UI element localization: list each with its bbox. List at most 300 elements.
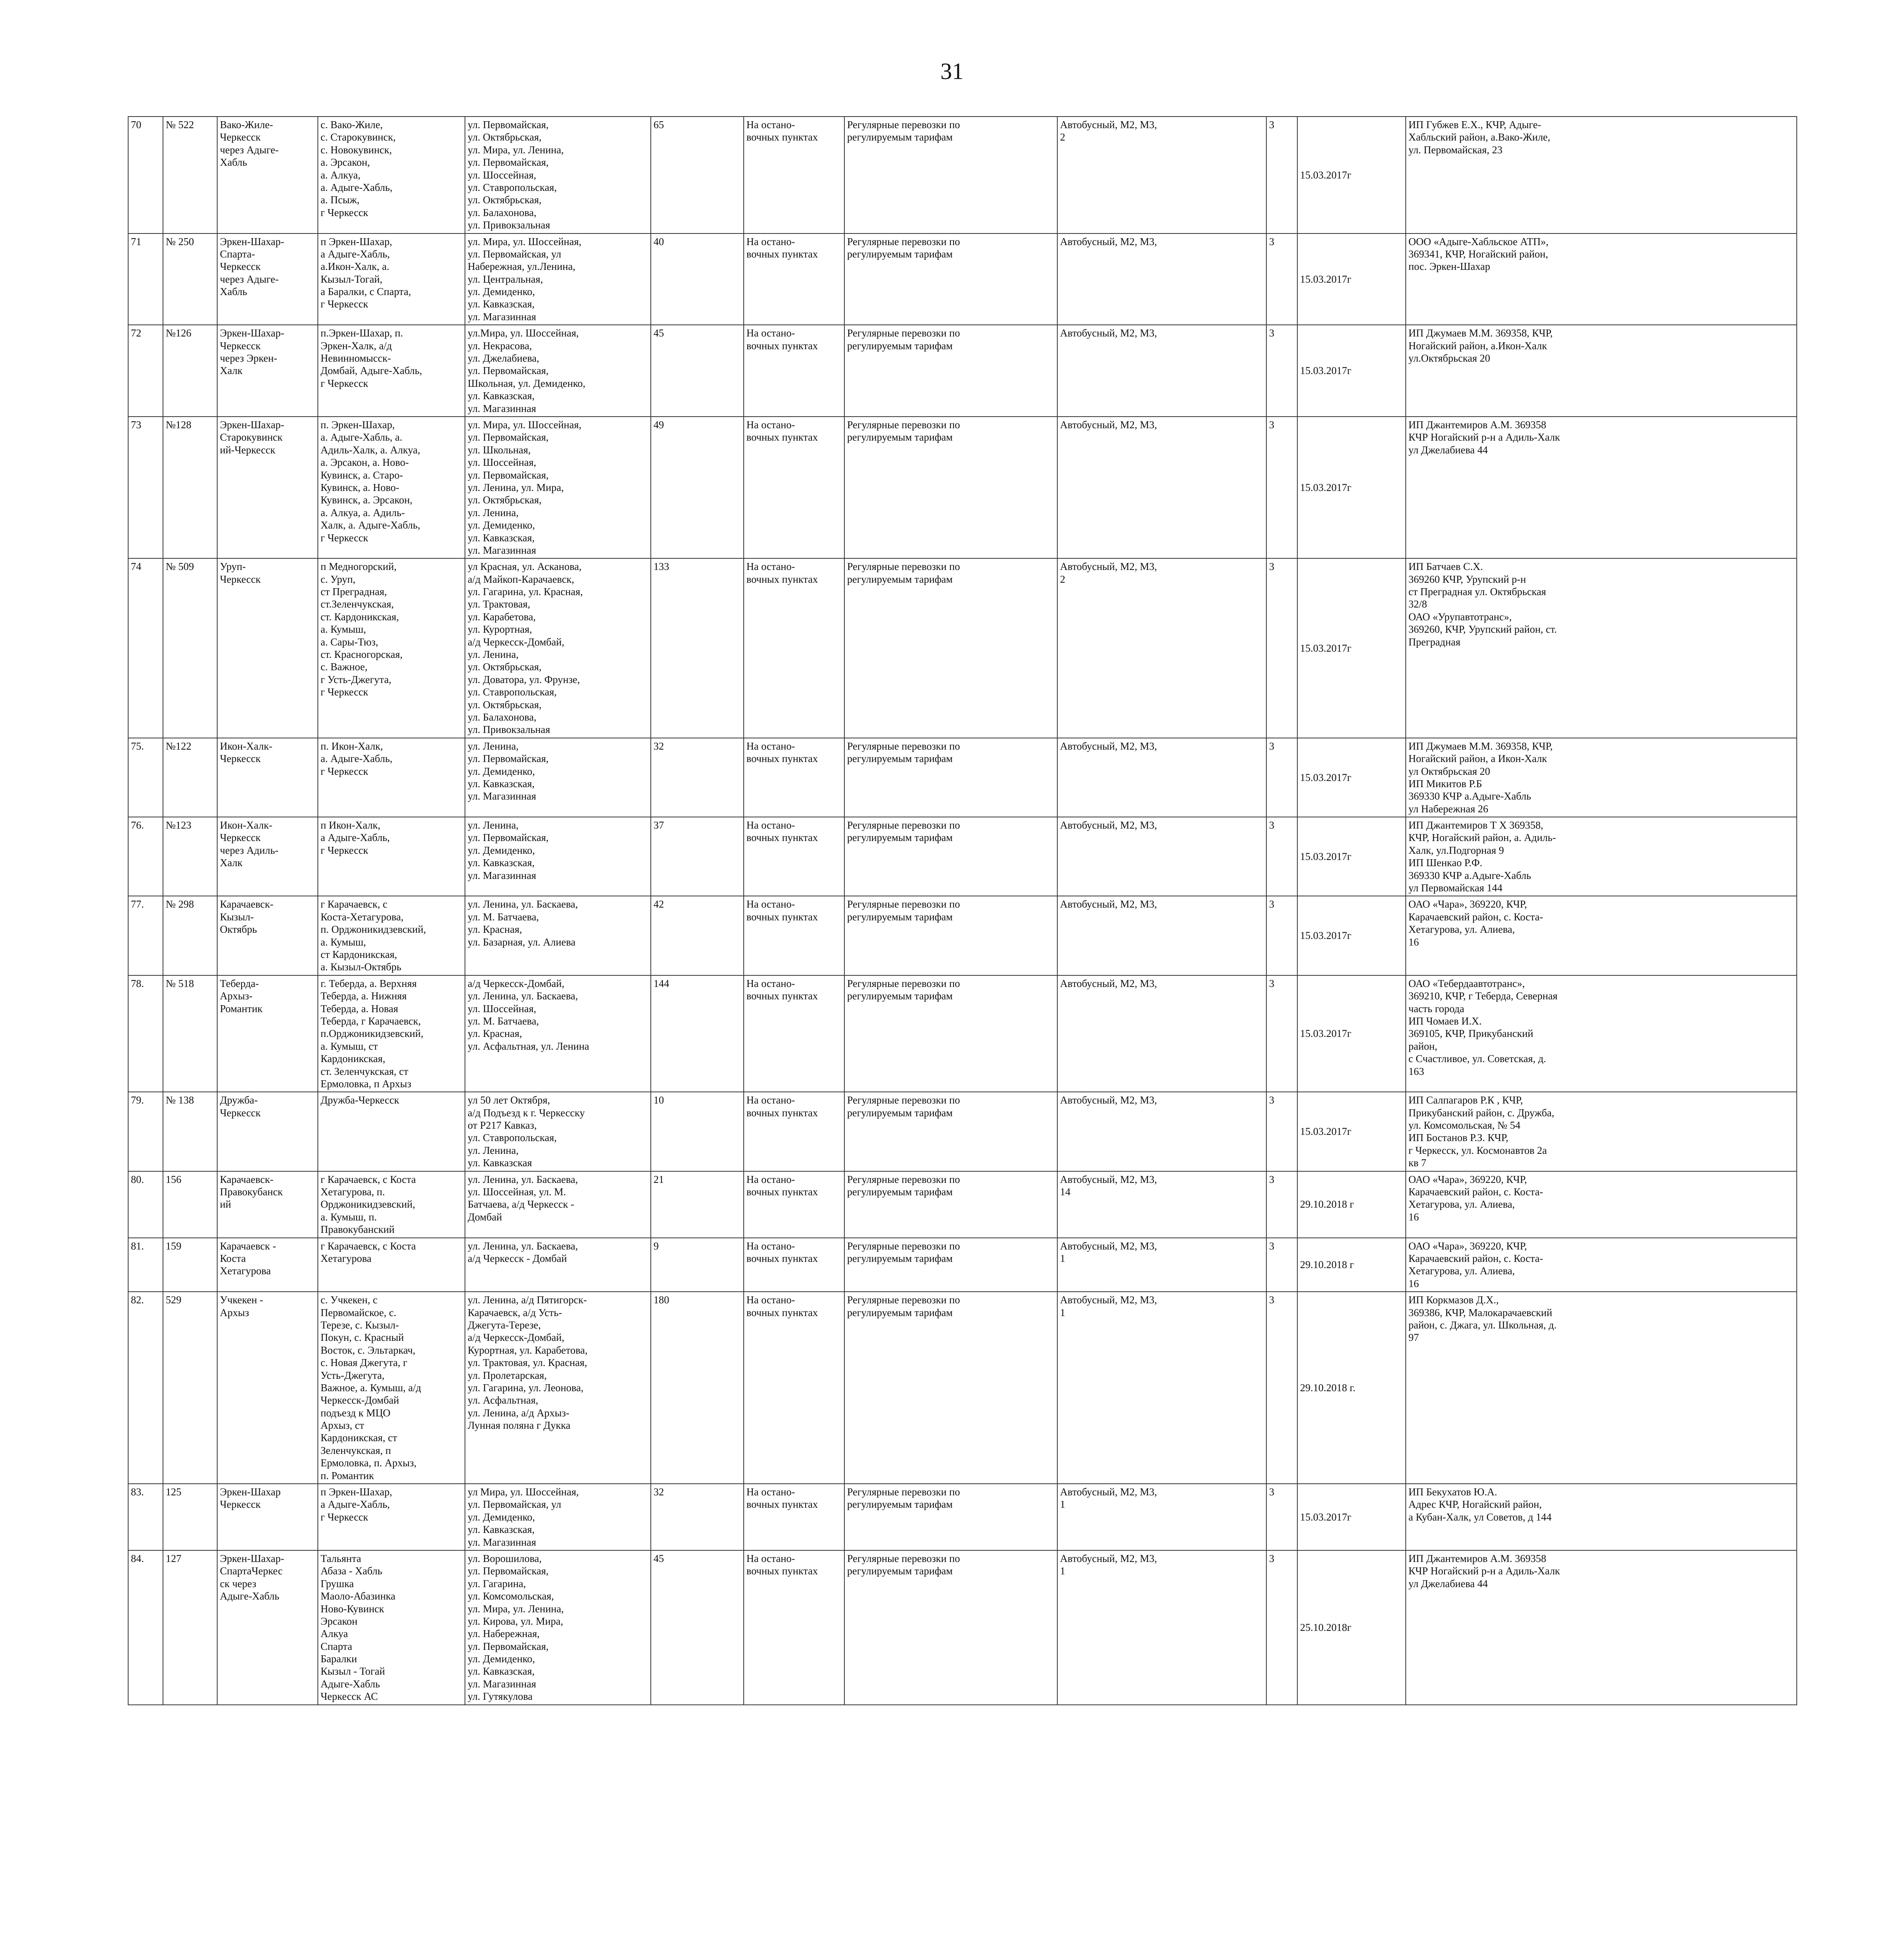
cell-line: часть города — [1408, 1002, 1465, 1014]
cell-line: ИП Шенкао Р.Ф. — [1408, 857, 1482, 869]
cell-line: Первомайское, с. — [321, 1306, 396, 1318]
cell-line: г Черкесск — [321, 377, 369, 389]
cell-line: ул. Демиденко, — [468, 1653, 535, 1665]
vehicle-count-cell: 3 — [1266, 1092, 1297, 1171]
cell-line: регулируемым тарифам — [847, 1565, 953, 1577]
cell-line: регулируемым тарифам — [847, 431, 953, 443]
cell-line: Правокубанск — [220, 1186, 283, 1198]
cell-line: Дружба- — [220, 1094, 258, 1106]
cell-line: На остано- — [746, 327, 795, 339]
cell-line: ул. Мира, ул. Шоссейная, — [468, 419, 581, 431]
cell-line: а. Кумыш, ст — [321, 1040, 378, 1052]
row-number-cell: 83. — [128, 1484, 163, 1550]
transport-type-cell — [844, 1238, 1057, 1292]
route-length-cell: 65 — [651, 117, 744, 233]
cell-line: через Адыге- — [220, 144, 279, 156]
cell-line: Невинномысск- — [321, 352, 391, 364]
carrier-cell — [1406, 117, 1797, 233]
stop-order-cell — [744, 738, 844, 817]
route-points-cell — [318, 896, 465, 975]
stop-order-cell — [744, 117, 844, 233]
route-streets-cell — [465, 975, 651, 1092]
vehicle-type-cell — [1057, 325, 1266, 417]
cell-line: Черкесск-Домбай — [321, 1394, 399, 1406]
route-code-cell: 156 — [163, 1171, 217, 1238]
cell-line: вочных пунктах — [746, 1498, 818, 1510]
cell-line: район, — [1408, 1040, 1437, 1052]
vehicle-type-cell — [1057, 975, 1266, 1092]
route-length-cell: 133 — [651, 558, 744, 738]
route-code-cell: № 138 — [163, 1092, 217, 1171]
carrier-cell — [1406, 817, 1797, 896]
cell-line: Хабль — [220, 156, 247, 168]
route-streets-cell — [465, 1550, 651, 1705]
cell-line: Автобусный, М2, М3, — [1060, 1240, 1157, 1252]
cell-line: вочных пунктах — [746, 1252, 818, 1264]
cell-line: Черкесск — [220, 1107, 261, 1119]
cell-line: ул. Кавказская, — [468, 777, 535, 790]
route-streets-cell — [465, 817, 651, 896]
cell-line: Архыз — [220, 1306, 249, 1318]
cell-line: 16 — [1408, 936, 1419, 948]
cell-line: Регулярные перевозки по — [847, 1294, 960, 1306]
row-number-cell: 80. — [128, 1171, 163, 1238]
cell-line: вочных пунктах — [746, 1186, 818, 1198]
cell-line: Автобусный, М2, М3, — [1060, 235, 1157, 247]
cell-line: ул. Ставропольская, — [468, 181, 557, 193]
cell-line: ул. Первомайская, — [468, 156, 549, 168]
transport-type-cell — [844, 1092, 1057, 1171]
route-points-cell — [318, 117, 465, 233]
cell-line: 369105, КЧР, Прикубанский — [1408, 1028, 1533, 1040]
route-points-cell — [318, 233, 465, 325]
cell-line: ст. Зеленчукская, ст — [321, 1065, 408, 1077]
cell-line: регулируемым тарифам — [847, 911, 953, 923]
start-date-cell: 25.10.2018г — [1297, 1550, 1406, 1705]
row-number-cell: 74 — [128, 558, 163, 738]
row-number-cell: 82. — [128, 1292, 163, 1484]
start-date-cell: 15.03.2017г — [1297, 417, 1406, 558]
cell-line: г. Теберда, а. Верхняя — [321, 977, 417, 989]
cell-line: ул Октябрьская 20 — [1408, 765, 1491, 777]
route-length-cell: 40 — [651, 233, 744, 325]
transport-type-cell — [844, 896, 1057, 975]
cell-line: ул. Магазинная — [468, 790, 536, 802]
cell-line: регулируемым тарифам — [847, 248, 953, 260]
vehicle-type-cell — [1057, 1292, 1266, 1484]
cell-line: вочных пунктах — [746, 431, 818, 443]
cell-line: Хетагурова, ул. Алиева, — [1408, 1198, 1515, 1210]
cell-line: 369386, КЧР, Малокарачаевский — [1408, 1306, 1552, 1318]
cell-line: На остано- — [746, 1240, 795, 1252]
cell-line: На остано- — [746, 1552, 795, 1564]
vehicle-type-cell — [1057, 1550, 1266, 1705]
cell-line: Эркен-Шахар — [220, 1486, 281, 1498]
cell-line: КЧР Ногайский р-н а Адиль-Халк — [1408, 1565, 1560, 1577]
table-row — [128, 1484, 1797, 1550]
start-date-cell: 29.10.2018 г — [1297, 1171, 1406, 1238]
cell-line: с. Новокувинск, — [321, 144, 392, 156]
vehicle-type-cell — [1057, 1171, 1266, 1238]
cell-line: 16 — [1408, 1211, 1419, 1223]
cell-line: Регулярные перевозки по — [847, 1173, 960, 1185]
cell-line: ул Набережная 26 — [1408, 803, 1489, 815]
cell-line: ул. Кавказская, — [468, 857, 535, 869]
cell-line: Грушка — [321, 1577, 354, 1589]
cell-line: ул. Карабетова, — [468, 611, 536, 623]
cell-line: Романтик — [220, 1002, 263, 1014]
cell-line: г Черкесск — [321, 686, 369, 698]
cell-line: г Черкесск — [321, 532, 369, 544]
cell-line: Автобусный, М2, М3, — [1060, 419, 1157, 431]
cell-line: Маоло-Абазинка — [321, 1590, 396, 1602]
cell-line: Домбай, Адыге-Хабль, — [321, 365, 422, 377]
page-number: 31 — [940, 58, 964, 84]
carrier-cell — [1406, 1238, 1797, 1292]
vehicle-type-cell — [1057, 1484, 1266, 1550]
row-number-cell: 84. — [128, 1550, 163, 1705]
vehicle-type-cell — [1057, 896, 1266, 975]
cell-line: Черкесск — [220, 131, 261, 143]
route-points-cell — [318, 1484, 465, 1550]
stop-order-cell — [744, 1484, 844, 1550]
cell-line: п.Эркен-Шахар, п. — [321, 327, 403, 339]
cell-line: Регулярные перевозки по — [847, 235, 960, 247]
vehicle-type-cell — [1057, 233, 1266, 325]
cell-line: ул. Магазинная — [468, 1678, 536, 1690]
cell-line: ул. Шоссейная, — [468, 169, 537, 181]
stop-order-cell — [744, 1550, 844, 1705]
cell-line: от Р217 Кавказ, — [468, 1119, 537, 1131]
stop-order-cell — [744, 1292, 844, 1484]
cell-line: п Эркен-Шахар, — [321, 235, 392, 247]
cell-line: ИП Бекухатов Ю.А. — [1408, 1486, 1497, 1498]
cell-line: ул. Кавказская, — [468, 1524, 535, 1536]
cell-line: Батчаева, а/д Черкесск - — [468, 1198, 574, 1210]
cell-line: ул. Магазинная — [468, 1536, 536, 1548]
cell-line: Теберда, г Карачаевск, — [321, 1015, 421, 1027]
cell-line: ИП Джумаев М.М. 369358, КЧР, — [1408, 740, 1553, 752]
cell-line: ск через — [220, 1577, 256, 1589]
transport-type-cell — [844, 558, 1057, 738]
stop-order-cell — [744, 1238, 844, 1292]
cell-line: Халк, ул.Подгорная 9 — [1408, 844, 1504, 856]
cell-line: ул. Ворошилова, — [468, 1552, 542, 1564]
cell-line: Хетагурова, п. — [321, 1186, 385, 1198]
cell-line: На остано- — [746, 1294, 795, 1306]
cell-line: ул. Ленина, — [468, 1144, 519, 1156]
cell-line: Восток, с. Эльтаркач, — [321, 1344, 415, 1356]
route-points-cell — [318, 1550, 465, 1705]
cell-line: Адрес КЧР, Ногайский район, — [1408, 1498, 1542, 1510]
cell-line: Кызыл- — [220, 911, 254, 923]
cell-line: ул. Кавказская, — [468, 532, 535, 544]
route-name-cell — [217, 817, 318, 896]
cell-line: ул. Школьная, — [468, 444, 531, 456]
cell-line: ул. Первомайская, — [468, 469, 549, 481]
cell-line: Адыге-Хабль — [321, 1678, 380, 1690]
route-points-cell — [318, 325, 465, 417]
cell-line: Хетагурова, ул. Алиева, — [1408, 923, 1515, 935]
cell-line: ул. Октябрьская, — [468, 494, 542, 506]
cell-line: через Эркен- — [220, 352, 277, 364]
cell-line: Автобусный, М2, М3, — [1060, 561, 1157, 573]
cell-line: через Адыге- — [220, 273, 279, 285]
cell-line: На остано- — [746, 1173, 795, 1185]
route-name-cell — [217, 1171, 318, 1238]
cell-line: ул. Первомайская, — [468, 753, 549, 765]
cell-line: ул. Привокзальная — [468, 724, 551, 736]
route-length-cell: 21 — [651, 1171, 744, 1238]
route-length-cell: 10 — [651, 1092, 744, 1171]
cell-line: ИП Джантемиров А.М. 369358 — [1408, 1552, 1546, 1564]
cell-line: На остано- — [746, 977, 795, 989]
cell-line: Эркен-Шахар- — [220, 419, 285, 431]
cell-line: ул. Кирова, ул. Мира, — [468, 1615, 563, 1627]
cell-line: Карачаевск- — [220, 1173, 274, 1185]
cell-line: На остано- — [746, 235, 795, 247]
cell-line: Дружба-Черкесск — [321, 1094, 399, 1106]
route-code-cell: № 250 — [163, 233, 217, 325]
cell-line: ул. Доватора, ул. Фрунзе, — [468, 673, 580, 685]
row-number-cell: 75. — [128, 738, 163, 817]
cell-line: ул. Мира, ул. Ленина, — [468, 144, 564, 156]
cell-line: Орджоникидзевский, — [321, 1198, 415, 1210]
cell-line: СпартаЧеркес — [220, 1565, 283, 1577]
route-code-cell: 529 — [163, 1292, 217, 1484]
cell-line: 2 — [1060, 131, 1065, 143]
cell-line: 1 — [1060, 1498, 1065, 1510]
cell-line: ул. Балахонова, — [468, 711, 537, 723]
start-date-cell: 15.03.2017г — [1297, 738, 1406, 817]
cell-line: а. Адыге-Хабль, а. — [321, 431, 403, 443]
cell-line: Усть-Джегута, — [321, 1369, 385, 1381]
cell-line: а/д Майкоп-Карачаевск, — [468, 573, 575, 585]
row-number-cell: 81. — [128, 1238, 163, 1292]
cell-line: Регулярные перевозки по — [847, 1486, 960, 1498]
cell-line: Икон-Халк- — [220, 740, 273, 752]
cell-line: г Черкесск — [321, 206, 369, 218]
cell-line: ул. Гутякулова — [468, 1691, 533, 1703]
cell-line: Прикубанский район, с. Дружба, — [1408, 1107, 1554, 1119]
start-date-cell: 15.03.2017г — [1297, 1484, 1406, 1550]
transport-type-cell — [844, 738, 1057, 817]
cell-line: Зеленчукская, п — [321, 1444, 391, 1456]
start-date-cell: 15.03.2017г — [1297, 117, 1406, 233]
cell-line: 369210, КЧР, г Теберда, Северная — [1408, 990, 1558, 1002]
cell-line: ИП Салпагаров Р.К , КЧР, — [1408, 1094, 1523, 1106]
cell-line: ул. Кавказская, — [468, 390, 535, 402]
cell-line: г Усть-Джегута, — [321, 673, 391, 685]
cell-line: Домбай — [468, 1211, 502, 1223]
cell-line: Халк — [220, 857, 243, 869]
cell-line: регулируемым тарифам — [847, 1252, 953, 1264]
cell-line: с. Старокувинск, — [321, 131, 396, 143]
cell-line: Карачаевск - — [220, 1240, 276, 1252]
cell-line: ст.Зеленчукская, — [321, 598, 394, 610]
start-date-cell: 15.03.2017г — [1297, 1092, 1406, 1171]
vehicle-count-cell: 3 — [1266, 1292, 1297, 1484]
cell-line: Хетагурова — [321, 1252, 372, 1264]
route-points-cell — [318, 417, 465, 558]
cell-line: ул. Первомайская, — [468, 832, 549, 844]
cell-line: ст Преградная, — [321, 586, 387, 598]
cell-line: регулируемым тарифам — [847, 1186, 953, 1198]
cell-line: Автобусный, М2, М3, — [1060, 1294, 1157, 1306]
route-streets-cell — [465, 1292, 651, 1484]
table-row — [128, 117, 1797, 233]
cell-line: ул. Магазинная — [468, 544, 536, 556]
start-date-cell: 15.03.2017г — [1297, 558, 1406, 738]
vehicle-type-cell — [1057, 117, 1266, 233]
route-length-cell: 45 — [651, 325, 744, 417]
cell-line: ул. Комсомольская, — [468, 1590, 554, 1602]
route-code-cell: 125 — [163, 1484, 217, 1550]
cell-line: ИП Микитов Р.Б — [1408, 777, 1482, 790]
cell-line: ул. Трактовая, — [468, 598, 530, 610]
cell-line: Спарта — [321, 1640, 352, 1652]
route-name-cell — [217, 1292, 318, 1484]
cell-line: вочных пунктах — [746, 1306, 818, 1318]
cell-line: ИП Бостанов Р.З. КЧР, — [1408, 1132, 1508, 1144]
cell-line: Архыз- — [220, 990, 253, 1002]
cell-line: ул. Первомайская, — [468, 119, 549, 130]
cell-line: ул. Ленина, а/д Пятигорск- — [468, 1294, 587, 1306]
cell-line: а/д Черкесск-Домбай, — [468, 977, 564, 989]
table-row — [128, 975, 1797, 1092]
cell-line: а.Икон-Халк, а. — [321, 261, 389, 273]
cell-line: ул. Базарная, ул. Алиева — [468, 936, 576, 948]
cell-line: регулируемым тарифам — [847, 832, 953, 844]
route-code-cell: № 522 — [163, 117, 217, 233]
cell-line: Черкесск — [220, 340, 261, 352]
cell-line: На остано- — [746, 898, 795, 910]
cell-line: Хетагурова — [220, 1265, 271, 1277]
cell-line: а. Эрсакон, — [321, 156, 370, 168]
route-name-cell — [217, 1550, 318, 1705]
cell-line: ий — [220, 1198, 231, 1210]
carrier-cell — [1406, 325, 1797, 417]
cell-line: Адыге-Хабль — [220, 1590, 280, 1602]
table-row — [128, 896, 1797, 975]
cell-line: ул. Шоссейная, — [468, 457, 537, 469]
route-streets-cell — [465, 233, 651, 325]
stop-order-cell — [744, 975, 844, 1092]
route-name-cell — [217, 1238, 318, 1292]
cell-line: КЧР, Ногайский район, а. Адиль- — [1408, 832, 1556, 844]
cell-line: На остано- — [746, 740, 795, 752]
vehicle-type-cell — [1057, 738, 1266, 817]
cell-line: ул. Первомайская, — [468, 1565, 549, 1577]
cell-line: вочных пунктах — [746, 1107, 818, 1119]
cell-line: а. Кумыш, — [321, 623, 366, 635]
start-date-cell: 15.03.2017г — [1297, 896, 1406, 975]
cell-line: вочных пунктах — [746, 573, 818, 585]
row-number-cell: 77. — [128, 896, 163, 975]
cell-line: с. Учкекен, с — [321, 1294, 377, 1306]
cell-line: ул. Ставропольская, — [468, 1132, 557, 1144]
cell-line: ул. Шоссейная, — [468, 1002, 537, 1014]
cell-line: Черкесск — [220, 832, 261, 844]
cell-line: Карачаевский район, с. Коста- — [1408, 1252, 1543, 1264]
cell-line: Кардоникская, — [321, 1053, 386, 1065]
cell-line: Автобусный, М2, М3, — [1060, 898, 1157, 910]
cell-line: а Баралки, с Спарта, — [321, 286, 411, 298]
carrier-cell — [1406, 233, 1797, 325]
cell-line: ул. Ленина, — [468, 649, 519, 661]
start-date-cell: 15.03.2017г — [1297, 233, 1406, 325]
cell-line: 369330 КЧР а.Адыге-Хабль — [1408, 790, 1531, 802]
table-row — [128, 1092, 1797, 1171]
transport-type-cell — [844, 817, 1057, 896]
routes-table — [128, 116, 1797, 1705]
cell-line: п Эркен-Шахар, — [321, 1486, 392, 1498]
cell-line: п Икон-Халк, — [321, 819, 381, 831]
cell-line: ст. Кардоникская, — [321, 611, 399, 623]
cell-line: 369341, КЧР, Ногайский район, — [1408, 248, 1548, 260]
vehicle-type-cell — [1057, 817, 1266, 896]
cell-line: Халк — [220, 365, 243, 377]
route-name-cell — [217, 417, 318, 558]
route-streets-cell — [465, 558, 651, 738]
cell-line: а. Алкуа, а. Адиль- — [321, 506, 405, 518]
cell-line: Коста — [220, 1252, 246, 1264]
cell-line: Правокубанский — [321, 1224, 395, 1236]
cell-line: ул. Первомайская, ул — [468, 1498, 561, 1510]
cell-line: Ногайский район, а Икон-Халк — [1408, 753, 1547, 765]
cell-line: регулируемым тарифам — [847, 753, 953, 765]
route-length-cell: 49 — [651, 417, 744, 558]
cell-line: а. Кызыл-Октябрь — [321, 961, 401, 973]
route-name-cell — [217, 117, 318, 233]
stop-order-cell — [744, 325, 844, 417]
row-number-cell: 70 — [128, 117, 163, 233]
transport-type-cell — [844, 117, 1057, 233]
cell-line: Джегута-Терезе, — [468, 1319, 541, 1331]
route-code-cell: № 518 — [163, 975, 217, 1092]
cell-line: п. Эркен-Шахар, — [321, 419, 395, 431]
cell-line: ул. Некрасова, — [468, 340, 532, 352]
carrier-cell — [1406, 1550, 1797, 1705]
cell-line: ул. Красная, — [468, 1028, 522, 1040]
cell-line: ул. М. Батчаева, — [468, 911, 539, 923]
table-row — [128, 1238, 1797, 1292]
table-row — [128, 417, 1797, 558]
cell-line: На остано- — [746, 419, 795, 431]
cell-line: а. Кумыш, п. — [321, 1211, 377, 1223]
cell-line: Регулярные перевозки по — [847, 419, 960, 431]
cell-line: Учкекен - — [220, 1294, 263, 1306]
vehicle-count-cell: 3 — [1266, 896, 1297, 975]
cell-line: ул. Первомайская, — [468, 1640, 549, 1652]
cell-line: Архыз, ст — [321, 1419, 364, 1431]
route-code-cell: №128 — [163, 417, 217, 558]
cell-line: ОАО «Чара», 369220, КЧР, — [1408, 1240, 1527, 1252]
cell-line: подъезд к МЦО — [321, 1407, 391, 1419]
cell-line: ОАО «Урупавтотранс», — [1408, 611, 1512, 623]
cell-line: ул. Джелабиева, — [468, 352, 539, 364]
cell-line: ул. Октябрьская, — [468, 661, 542, 673]
row-number-cell: 73 — [128, 417, 163, 558]
cell-line: регулируемым тарифам — [847, 1107, 953, 1119]
cell-line: г Черкесск — [321, 298, 369, 310]
vehicle-count-cell: 3 — [1266, 1171, 1297, 1238]
vehicle-count-cell: 3 — [1266, 1550, 1297, 1705]
cell-line: Регулярные перевозки по — [847, 1240, 960, 1252]
cell-line: регулируемым тарифам — [847, 990, 953, 1002]
route-length-cell: 42 — [651, 896, 744, 975]
route-code-cell: 159 — [163, 1238, 217, 1292]
